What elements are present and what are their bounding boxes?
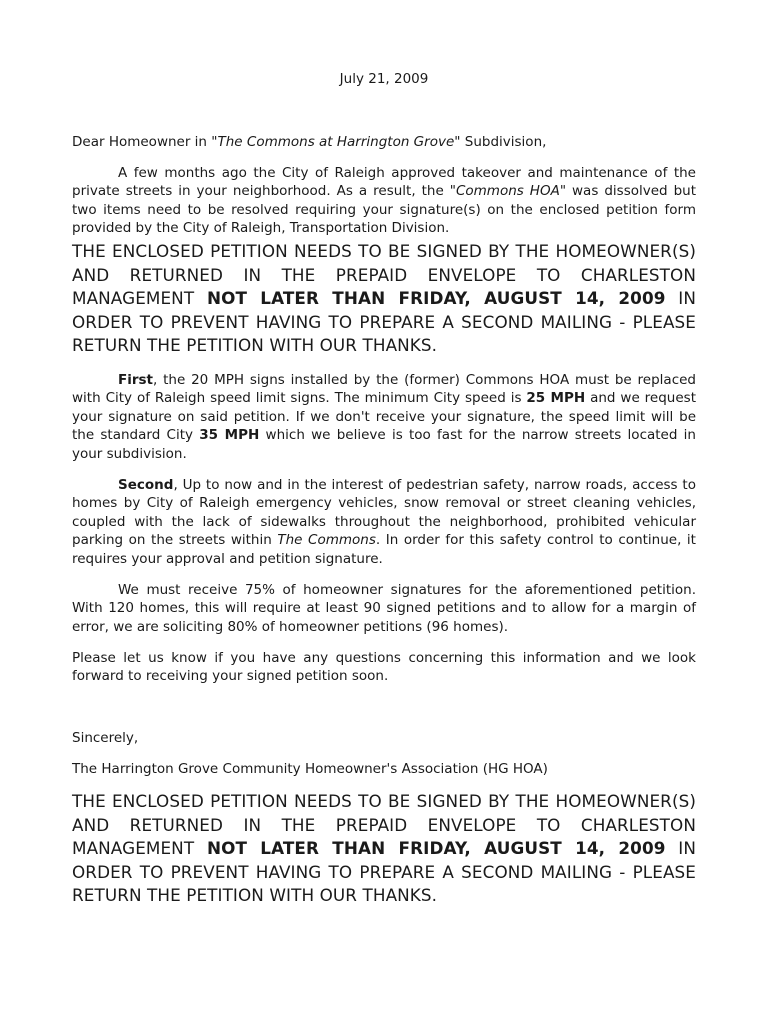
percent-paragraph: We must receive 75% of homeowner signatures for the aforementioned petition. With 120 homes, this will require at least 90 signed petitions and to allow for a margin of error, we are soliciting 80% of homeowner petitions (96 homes). [72,582,696,635]
commons-hoa-name: Commons HOA [455,183,560,200]
salutation-suffix: " Subdivision, [454,134,547,150]
intro-text-2: " was dissolved but two items need to be resolved requiring your signature(s) on the enclosed petition form provided by the City of Raleigh, Transportation Division. [72,183,696,237]
second-text-1: , Up to now and in the interest of pedestrian safety, narrow roads, access to homes by City of Raleigh emergency vehicles, snow removal or street cleaning vehicles, coupled with the lack of sidewalks throughout the neighborhood, prohibited vehicular parking on the streets within [72,477,696,549]
intro-text-1: A few months ago the City of Raleigh approved takeover and maintenance of the private streets in your neighborhood. As a result, the " [72,165,696,200]
notice-deadline: NOT LATER THAN FRIDAY, AUGUST 14, 2009 [206,838,666,859]
first-text-2: and we request your signature on said petition. If we don't receive your signature, the speed limit will be the standard City [72,390,696,444]
second-item-paragraph [72,476,696,568]
notice-text-1: THE ENCLOSED PETITION NEEDS TO BE SIGNED BY THE HOMEOWNER(S) AND RETURNED IN THE PREPAID ENVELOPE TO CHARLESTON MANAGEMENT [72,791,696,859]
closing: Sincerely, [72,730,139,746]
second-text-2: . In order for this safety control to continue, it requires your approval and petition signature. [72,532,696,567]
letter-date: July 21, 2009 [339,71,429,87]
standard-speed: 35 MPH [199,427,260,444]
notice-text-1: THE ENCLOSED PETITION NEEDS TO BE SIGNED BY THE HOMEOWNER(S) AND RETURNED IN THE PREPAID ENVELOPE TO CHARLESTON MANAGEMENT [72,241,696,309]
notice-text-2: IN ORDER TO PREVENT HAVING TO PREPARE A SECOND MAILING - PLEASE RETURN THE PETITION WITH OUR THANKS. [72,288,696,356]
first-text-1: , the 20 MPH signs installed by the (former) Commons HOA must be replaced with City of Raleigh speed limit signs. The minimum City speed is [72,372,696,407]
questions-paragraph: Please let us know if you have any questions concerning this information and we look forward to receiving your signed petition soon. [72,650,696,685]
commons-name: The Commons [277,532,376,549]
signature: The Harrington Grove Community Homeowner's Association (HG HOA) [72,761,548,777]
notice-text-2: IN ORDER TO PREVENT HAVING TO PREPARE A SECOND MAILING - PLEASE RETURN THE PETITION WITH OUR THANKS. [72,838,696,906]
second-lead: Second [118,477,174,493]
intro-paragraph [72,164,696,238]
notice-deadline: NOT LATER THAN FRIDAY, AUGUST 14, 2009 [206,288,666,309]
first-text-3: which we believe is too fast for the narrow streets located in your subdivision. [72,427,696,462]
min-speed: 25 MPH [526,390,586,407]
subdivision-name: The Commons at Harrington Grove [217,134,455,150]
petition-notice-top [72,240,696,358]
salutation [72,133,696,151]
petition-notice-bottom [72,790,696,908]
first-lead: First [118,372,153,388]
first-item-paragraph [72,371,696,463]
salutation-prefix: Dear Homeowner in " [72,134,218,150]
